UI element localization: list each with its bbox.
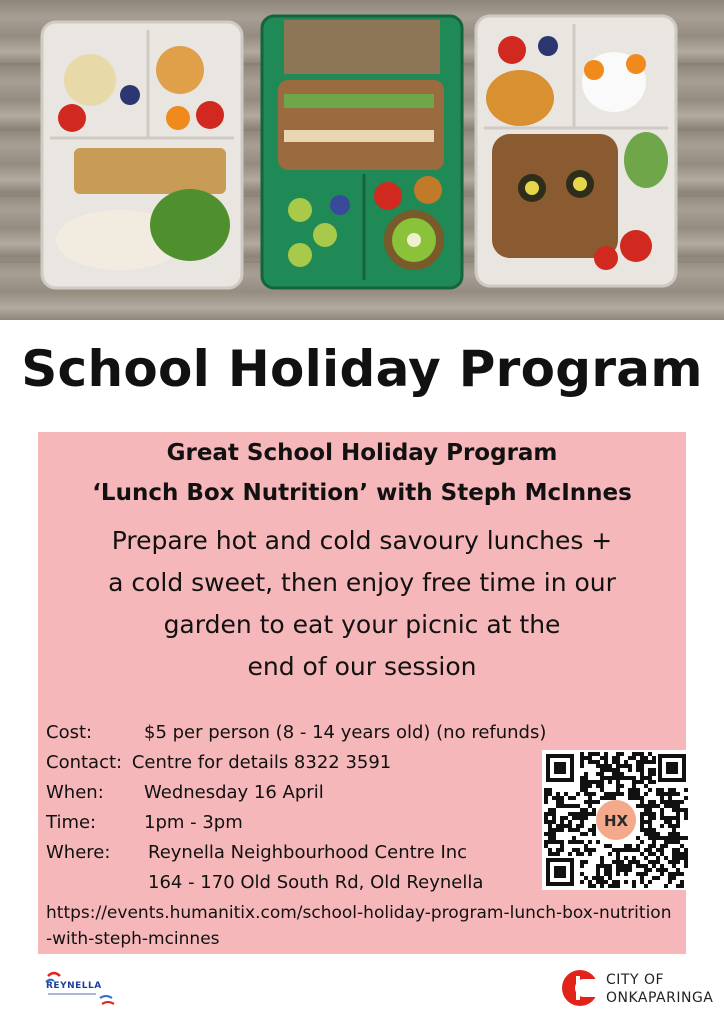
- onkaparinga-line-2: ONKAPARINGA: [606, 990, 714, 1006]
- program-subheading: Great School Holiday Program: [166, 440, 558, 466]
- where-value-line-2: 164 - 170 Old South Rd, Old Reynella: [148, 872, 484, 893]
- time-value: 1pm - 3pm: [144, 812, 243, 833]
- onkaparinga-line-1: CITY OF: [606, 972, 665, 988]
- booking-qr-code[interactable]: [542, 750, 690, 890]
- when-label: When:: [46, 782, 104, 803]
- where-value-line-1: Reynella Neighbourhood Centre Inc: [148, 842, 468, 863]
- time-label: Time:: [46, 812, 97, 833]
- description-line: Prepare hot and cold savoury lunches +: [111, 526, 613, 555]
- program-description: [38, 520, 686, 688]
- cost-row: [46, 718, 686, 748]
- contact-label: Contact:: [46, 752, 123, 773]
- lunchbox-illustration: [0, 0, 724, 320]
- where-label: Where:: [46, 842, 111, 863]
- when-value: Wednesday 16 April: [144, 782, 324, 803]
- reynella-logo: [40, 968, 120, 1008]
- description-line: a cold sweet, then enjoy free time in our: [108, 568, 616, 597]
- onkaparinga-c-icon: [560, 968, 600, 1008]
- qr-code-graphic: [542, 750, 690, 890]
- page-title: School Holiday Program: [21, 340, 703, 398]
- description-line: end of our session: [247, 652, 477, 681]
- contact-value: Centre for details 8322 3591: [131, 752, 392, 773]
- booking-link[interactable]: https://events.humanitix.com/school-holiday-program-lunch-box-nutrition-with-steph-mcinnes: [46, 903, 672, 949]
- reynella-logo-text: REYNELLA: [46, 981, 102, 991]
- city-of-onkaparinga-logo: [560, 966, 714, 1012]
- onkaparinga-logo-text: [606, 971, 713, 1007]
- session-subheading: ‘Lunch Box Nutrition’ with Steph McInnes: [92, 480, 632, 506]
- cost-value: $5 per person (8 - 14 years old) (no refunds): [144, 722, 547, 743]
- cost-label: Cost:: [46, 722, 93, 743]
- hero-lunchbox-photo: [0, 0, 724, 320]
- qr-center-mark: HX: [603, 812, 629, 830]
- description-line: garden to eat your picnic at the: [163, 610, 561, 639]
